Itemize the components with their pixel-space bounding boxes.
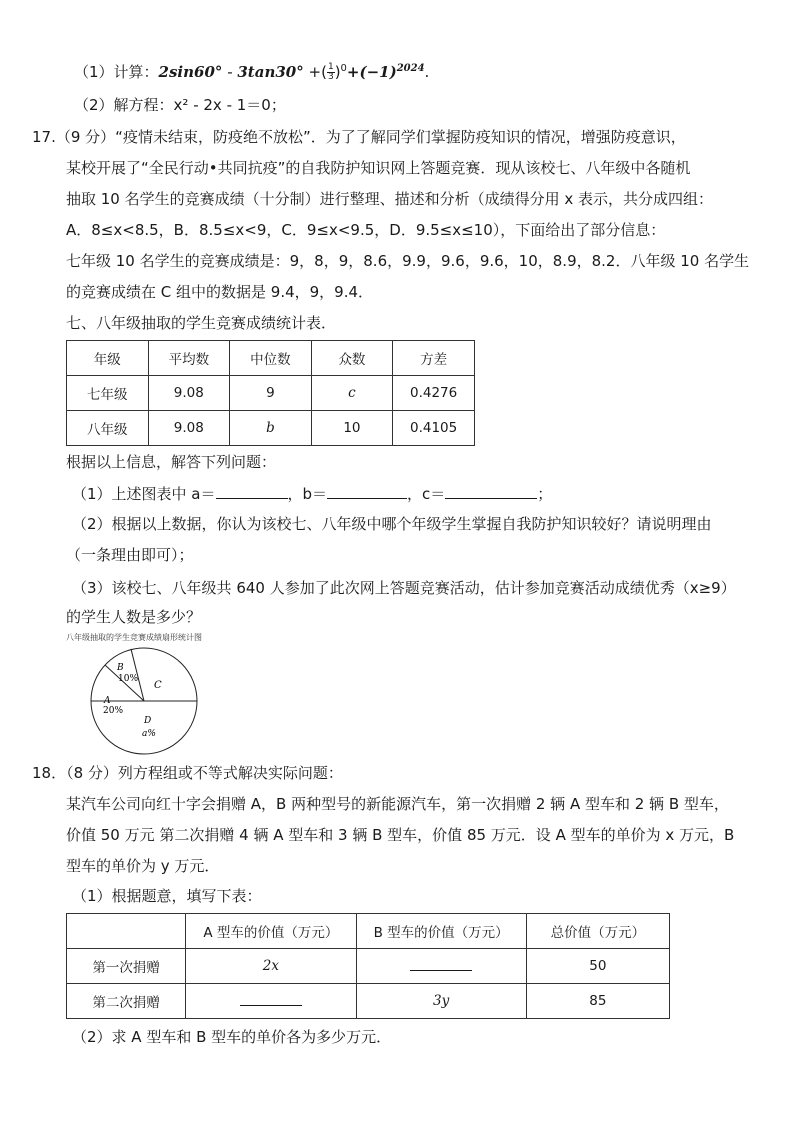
q17-sub1-c: ，c＝ (407, 485, 446, 503)
q16-p1-plus1: +( (303, 63, 327, 81)
q18-sub1: （1）根据题意，填写下表： (72, 887, 262, 905)
q16-part1 (74, 58, 429, 83)
q16-p1-expr-b: 3tan30° (237, 63, 304, 81)
pie-label-d: D (144, 716, 152, 726)
table-cell: 第二次捐赠 (67, 984, 186, 1019)
table-header (67, 914, 186, 949)
q17-sub1-a: （1）上述图表中 a＝ (72, 485, 216, 503)
q17-sub2-line2: （一条理由即可）； (66, 546, 194, 564)
table-cell: 2x (186, 949, 356, 984)
q16-p1-plus2: +(−1) (346, 63, 397, 81)
table-cell: 0.4276 (393, 376, 475, 411)
table-cell: 85 (526, 984, 669, 1019)
table-header: 众数 (311, 341, 393, 376)
answer-blank-b-first[interactable] (410, 958, 472, 971)
q16-p1-minus: - (222, 63, 238, 81)
q17-table-caption: 七、八年级抽取的学生竞赛成绩统计表． (66, 314, 337, 332)
q16-part2: （2）解方程：x² - 2x - 1＝0； (74, 96, 286, 114)
q16-p1-end: . (424, 63, 430, 81)
pie-chart-title: 八年级抽取的学生竞赛成绩扇形统计图 (66, 633, 202, 642)
q18-line4: 型车的单价为 y 万元． (66, 857, 220, 875)
table-cell: 10 (311, 411, 393, 446)
table-cell: 9.08 (148, 411, 230, 446)
table-cell: 七年级 (67, 376, 149, 411)
q17-stats-table (66, 340, 475, 446)
table-header: 平均数 (148, 341, 230, 376)
table-header: 总价值（万元） (526, 914, 669, 949)
table-header: 中位数 (230, 341, 312, 376)
table-cell: 50 (526, 949, 669, 984)
q17-line2: 某校开展了“全民行动•共同抗疫”的自我防护知识网上答题竞赛．现从该校七、八年级中各随机 (66, 159, 691, 177)
table-header: 方差 (393, 341, 475, 376)
q17-sub3-line1: （3）该校七、八年级共 640 人参加了此次网上答题竞赛活动，估计参加竞赛活动成绩优秀（x≥9） (72, 579, 736, 597)
q17-sub1-b: ，b＝ (287, 485, 328, 503)
answer-blank-a[interactable] (216, 482, 288, 499)
q18-line3: 价值 50 万元 第二次捐赠 4 辆 A 型车和 3 辆 B 型车，价值 85 万元．设 A 型车的单价为 x 万元，B (66, 826, 735, 844)
table-row (67, 411, 475, 446)
q17-sub2-line1: （2）根据以上数据，你认为该校七、八年级中哪个年级学生掌握自我防护知识较好？请说明理由 (72, 515, 712, 533)
pie-label-a-pct: 20% (103, 706, 124, 716)
table-cell: 0.4105 (393, 411, 475, 446)
q16-p1-expr-a: 2sin60° (158, 63, 223, 81)
table-row (67, 949, 670, 984)
pie-label-d-pct: a% (142, 729, 156, 739)
answer-blank-c[interactable] (445, 482, 537, 499)
table-cell: 3y (356, 984, 526, 1019)
table-cell: b (230, 411, 312, 446)
q16-p1-exp2024: 2024 (396, 63, 425, 74)
table-cell: 9.08 (148, 376, 230, 411)
fraction-denominator: 3 (327, 72, 334, 82)
q17-sub3-line2: 的学生人数是多少？ (66, 608, 202, 626)
q17-line5: 七年级 10 名学生的竞赛成绩是：9，8，9，8.6，9.9，9.6，9.6，10，8.9，8.2．八年级 10 名学生 (66, 252, 750, 270)
q17-sub1-end: ； (537, 485, 553, 503)
pie-label-b: B (117, 663, 124, 673)
answer-blank-b[interactable] (327, 482, 407, 499)
q16-p1-exp0: 0 (340, 63, 347, 74)
table-header: 年级 (67, 341, 149, 376)
q18-sub2: （2）求 A 型车和 B 型车的单价各为多少万元． (72, 1028, 392, 1046)
q17-sub1 (72, 482, 552, 505)
table-cell (186, 984, 356, 1019)
q18-line2: 某汽车公司向红十字会捐赠 A，B 两种型号的新能源汽车，第一次捐赠 2 辆 A 型车和 2 辆 B 型车， (66, 795, 729, 813)
table-cell: 9 (230, 376, 312, 411)
q18-value-table (66, 913, 670, 1019)
q16-p1-prefix: （1）计算： (74, 63, 159, 81)
q16-p1-close: ) (334, 63, 341, 81)
pie-label-b-pct: 10% (118, 674, 139, 684)
q16-p1-fraction (327, 63, 335, 82)
pie-label-a: A (104, 696, 111, 706)
q17-line1: 17.（9 分）“疫情未结束，防疫绝不放松”．为了了解同学们掌握防疫知识的情况，增强防疫意识， (32, 128, 686, 146)
fraction-numerator: 1 (327, 62, 334, 72)
table-cell: c (311, 376, 393, 411)
table-header: B 型车的价值（万元） (356, 914, 526, 949)
q18-line1: 18．（8 分）列方程组或不等式解决实际问题： (32, 764, 343, 782)
q17-prompt: 根据以上信息，解答下列问题： (66, 453, 277, 471)
pie-chart (88, 645, 218, 755)
table-cell: 八年级 (67, 411, 149, 446)
table-header: A 型车的价值（万元） (186, 914, 356, 949)
table-row (67, 376, 475, 411)
pie-label-c: C (154, 680, 162, 691)
answer-blank-a-second[interactable] (240, 993, 302, 1006)
table-cell: 第一次捐赠 (67, 949, 186, 984)
q17-line3: 抽取 10 名学生的竞赛成绩（十分制）进行整理、描述和分析（成绩得分用 x 表示，共分成四组： (66, 190, 714, 208)
q17-line6: 的竞赛成绩在 C 组中的数据是 9.4，9，9.4． (66, 283, 374, 301)
table-row (67, 984, 670, 1019)
table-cell (356, 949, 526, 984)
q17-line4: A．8≤x<8.5，B．8.5≤x<9，C．9≤x<9.5，D．9.5≤x≤10），下面给出了部分信息： (66, 221, 666, 239)
